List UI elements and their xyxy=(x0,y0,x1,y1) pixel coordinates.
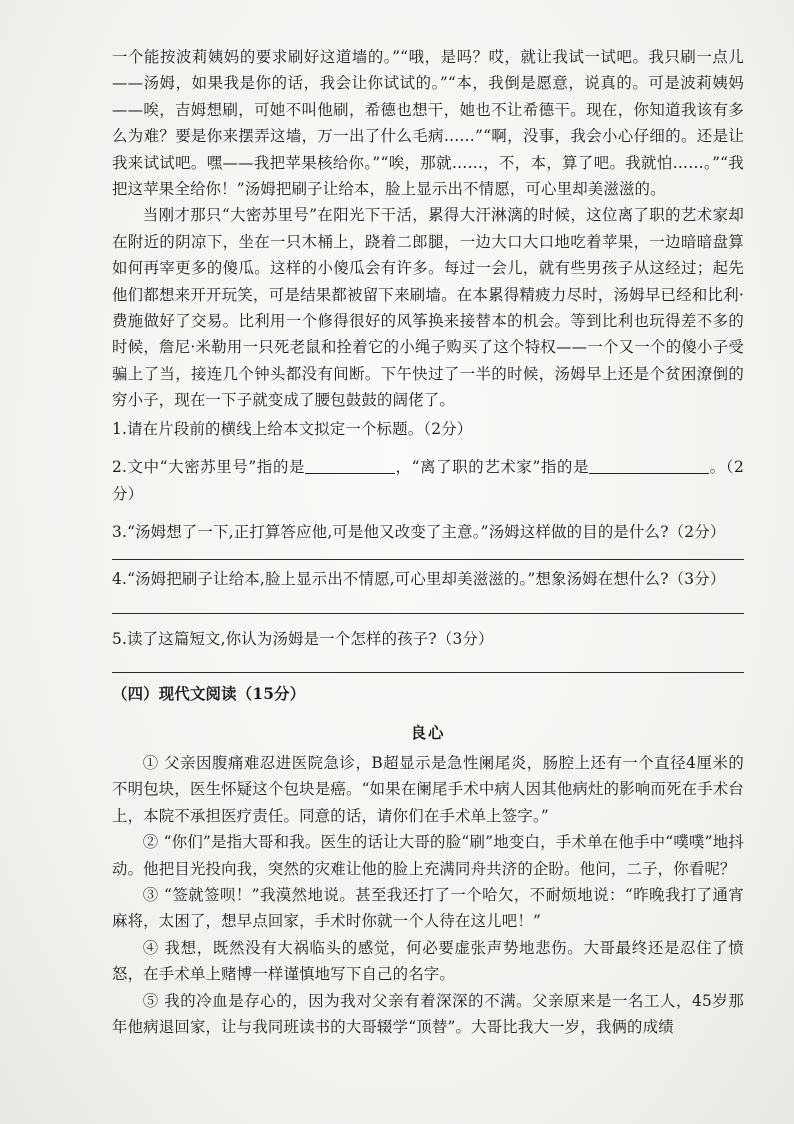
answer-line-3[interactable] xyxy=(112,559,744,560)
question-2-text-b: ，“离了职的艺术家”指的是 xyxy=(395,458,590,477)
answer-blank-1[interactable] xyxy=(305,457,395,474)
article-paragraph-3: ③ “签就签呗！”我漠然地说。甚至我还打了一个哈欠，不耐烦地说：“昨晚我打了通宵麻将，太困了，想早点回家，手术时你就一个人待在这儿吧！” xyxy=(112,885,744,931)
article-paragraph-4: ④ 我想，既然没有大祸临头的感觉，何必要虚张声势地悲伤。大哥最终还是忍住了愤怒，在手术单上赌博一样谨慎地写下自己的名字。 xyxy=(112,938,744,984)
passage-paragraph-1: 一个能按波莉姨妈的要求刷好这道墙的。”“哦，是吗？哎，就让我试一试吧。我只刷一点儿——汤姆，如果我是你的话，我会让你试试的。”“本，我倒是愿意，说真的。可是波莉姨妈——唉，吉姆想刷，可她不叫他刷，希德也想干，她也不让希德干。现在，你知道我该有多么为难？要是你来摆弄这墙，万一出了什么毛病……”“啊，没事，我会小心仔细的。还是让我来试试吧。嘿——我把苹果核给你。”“唉，那就……，不，本，算了吧。我就怕……。”“我把这苹果全给你！”汤姆把刷子让给本，脸上显示出不情愿，可心里却美滋滋的。 xyxy=(112,48,744,199)
question-2-text-c: 。（2分） xyxy=(112,458,744,503)
answer-line-5[interactable] xyxy=(112,672,744,673)
question-5: 5.读了这篇短文,你认为汤姆是一个怎样的孩子?（3分） xyxy=(112,629,494,648)
answer-line-4[interactable] xyxy=(112,613,744,614)
question-1: 1.请在片段前的横线上给本文拟定一个标题。（2分） xyxy=(112,419,473,438)
article-title: 良心 xyxy=(410,723,446,742)
question-4: 4.“汤姆把刷子让给本,脸上显示出不情愿,可心里却美滋滋的。”想象汤姆在想什么?（3分） xyxy=(112,570,726,589)
question-3: 3.“汤姆想了一下,正打算答应他,可是他又改变了主意。”汤姆这样做的目的是什么?（2分） xyxy=(112,522,726,541)
passage-paragraph-2: 当刚才那只“大密苏里号”在阳光下干活，累得大汗淋漓的时候，这位离了职的艺术家却在附近的阴凉下，坐在一只木桶上，跷着二郎腿，一边大口大口地吃着苹果，一边暗暗盘算如何再宰更多的傻瓜。这样的小傻瓜会有许多。每过一会儿，就有些男孩子从这经过；起先他们都想来开开玩笑，可是结果都被留下来刷墙。在本累得精疲力尽时，汤姆早已经和比利·费施做好了交易。比利用一个修得很好的风筝换来接替本的机会。等到比利也玩得差不多的时候，詹尼·米勒用一只死老鼠和拴着它的小绳子购买了这个特权——一个又一个的傻小子受骗上了当，接连几个钟头都没有间断。下午快过了一半的时候，汤姆早上还是个贫困潦倒的穷小子，现在一下子就变成了腰包鼓鼓的阔佬了。 xyxy=(112,206,744,410)
section-heading: （四）现代文阅读（15分） xyxy=(112,685,306,704)
article-paragraph-5: ⑤ 我的冷血是存心的，因为我对父亲有着深深的不满。父亲原来是一名工人，45岁那年他病退回家，让与我同班读书的大哥辍学“顶替”。大哥比我大一岁，我俩的成绩 xyxy=(112,991,744,1036)
question-2 xyxy=(112,454,744,507)
article-paragraph-2: ② “你们”是指大哥和我。医生的话让大哥的脸“刷”地变白，手术单在他手中“噗噗”地抖动。他把目光投向我，突然的灾难让他的脸上充满同舟共济的企盼。他问，二子，你看呢？ xyxy=(112,833,744,878)
page-content xyxy=(112,44,744,1040)
answer-blank-2[interactable] xyxy=(589,457,709,474)
question-2-text-a: 2.文中“大密苏里号”指的是 xyxy=(112,458,306,477)
article-paragraph-1: ① 父亲因腹痛难忍进医院急诊，B超显示是急性阑尾炎，肠腔上还有一个直径4厘米的不明包块，医生怀疑这个包块是癌。“如果在阑尾手术中病人因其他病灶的影响而死在手术台上，本院不承担医疗责任。同意的话，请你们在手术单上签字。” xyxy=(112,753,744,825)
